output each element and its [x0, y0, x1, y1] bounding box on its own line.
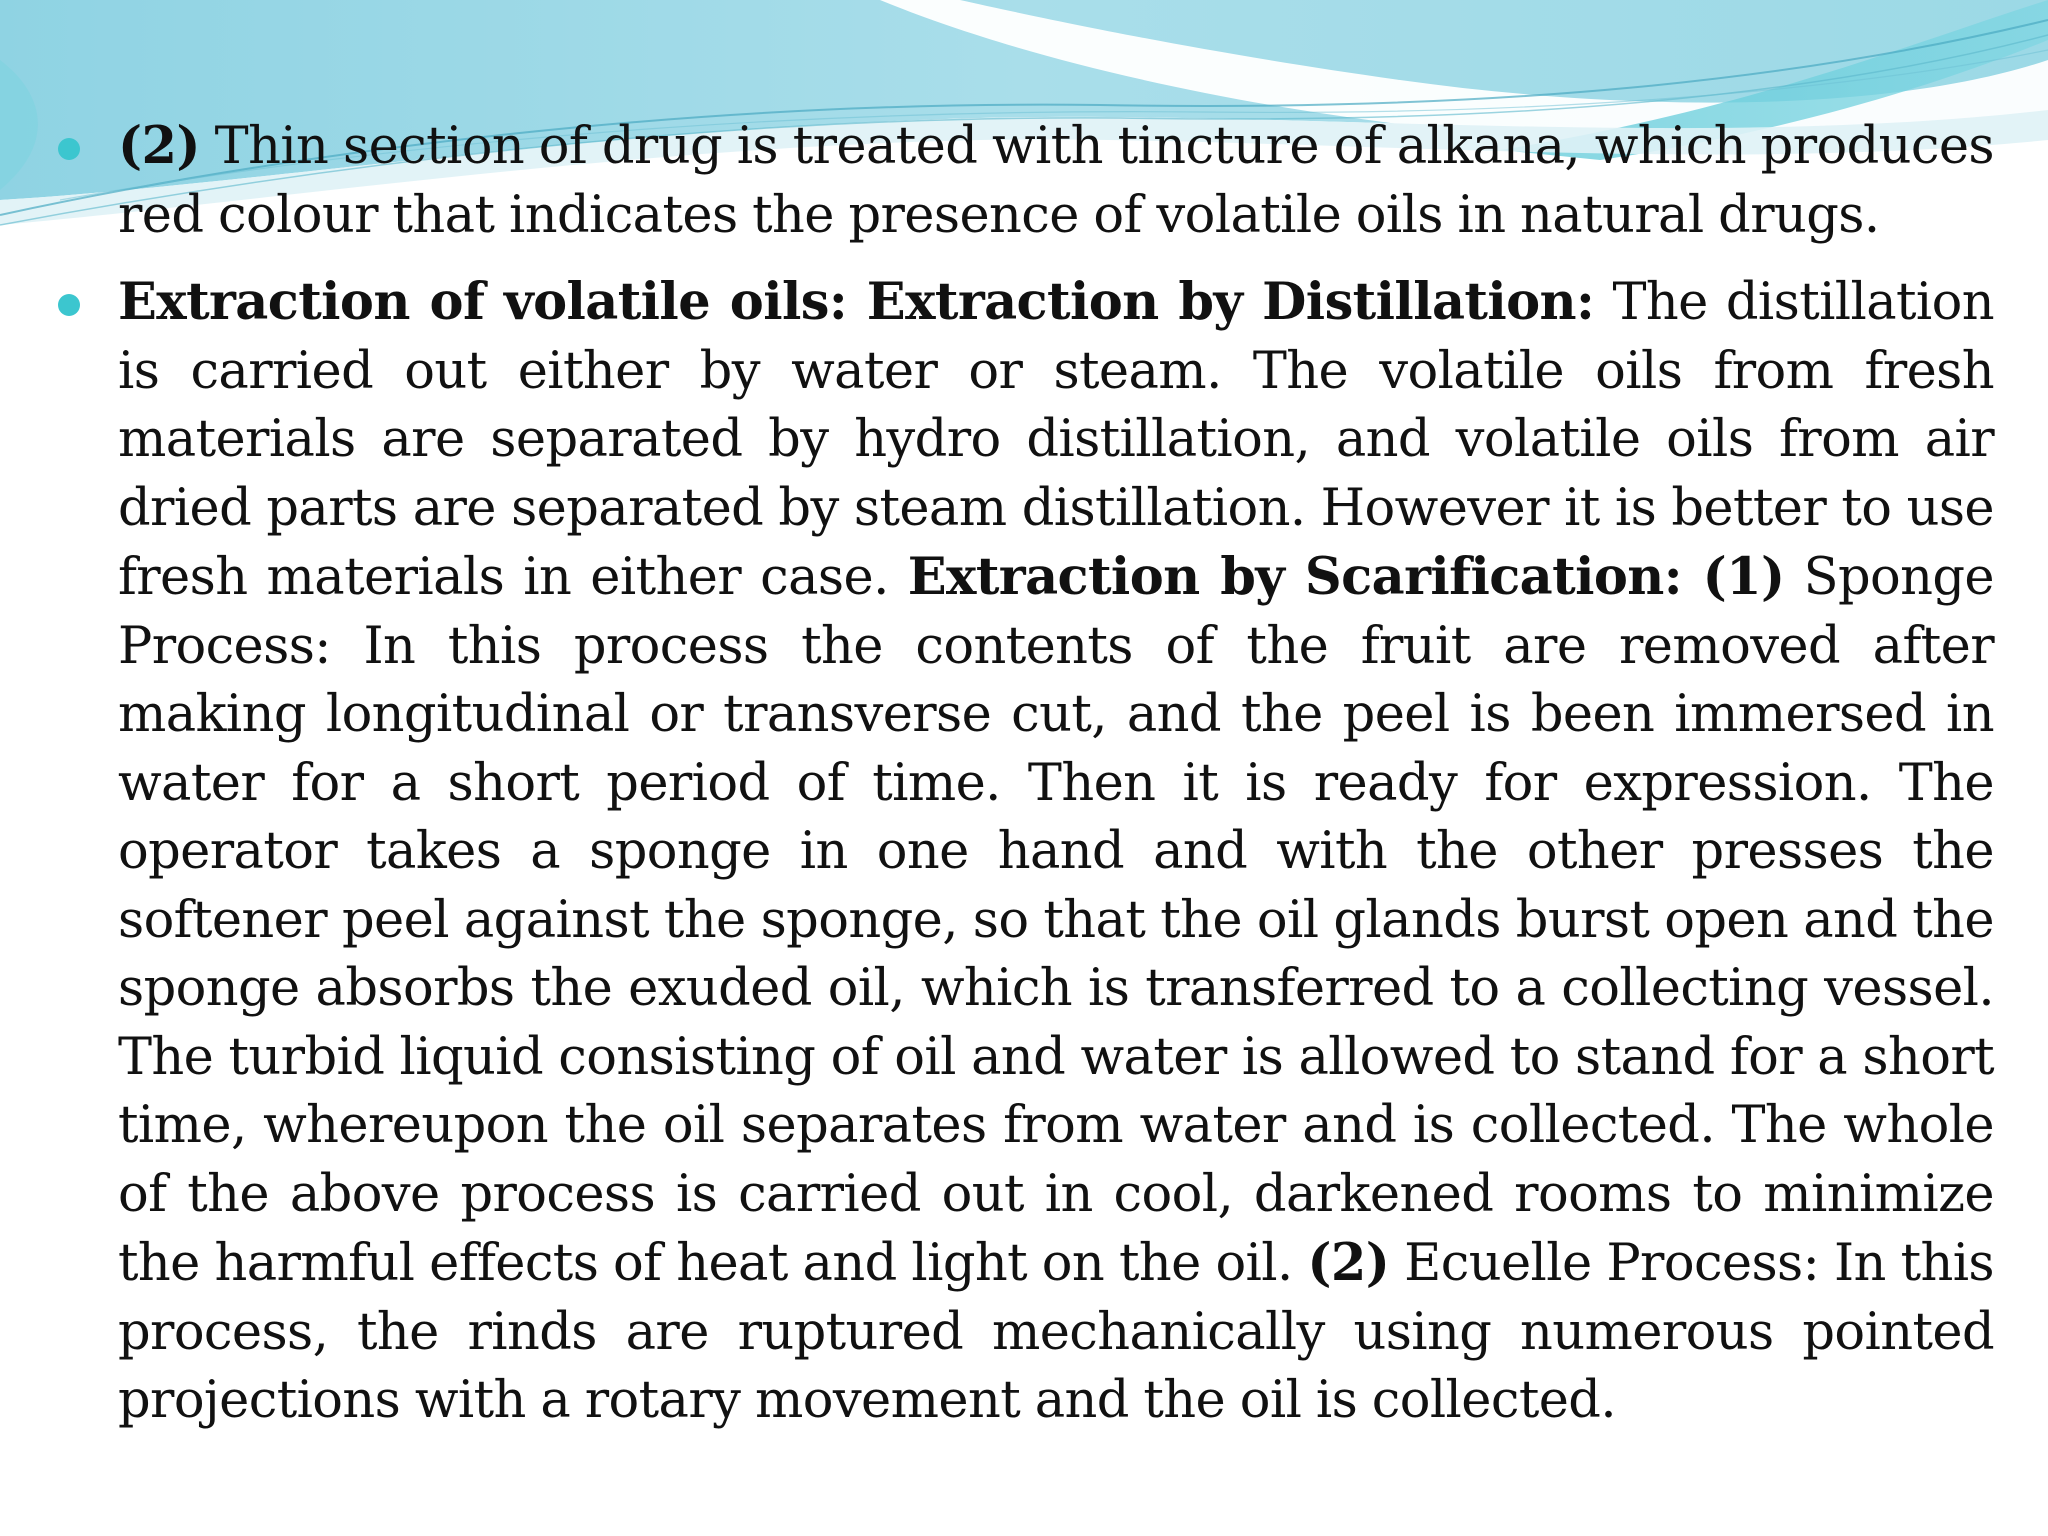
- bullet-text: [118, 268, 1994, 1436]
- bold-run: (2): [1307, 1233, 1390, 1293]
- text-run: Sponge Process: In this process the contents of the fruit are removed after making longitudinal or transverse cut, and the peel is been immersed in water for a short period of time. Then it is ready for expression. The operator takes a sponge in one hand and with the other presses the softener peel against the sponge, so that the oil glands burst open and the sponge absorbs the exuded oil, which is transferred to a collecting vessel. The turbid liquid consisting of oil and water is allowed to stand for a short time, whereupon the oil separates from water and is collected. The whole of the above process is carried out in cool, darkened rooms to minimize the harmful effects of heat and light on the oil.: [118, 548, 1994, 1293]
- bullet-dot-icon: [58, 294, 80, 316]
- bold-run: Extraction of volatile oils: Extraction by Distillation:: [118, 272, 1595, 332]
- bullet-item: [58, 112, 1994, 250]
- text-run: The distillation is carried out either by water or steam. The volatile oils from fresh materials are separated by hydro distillation, and volatile oils from air dried parts are separated by steam distillation. However it is better to use fresh materials in either case.: [118, 273, 1994, 607]
- bold-run: (2): [118, 116, 200, 176]
- text-run: Ecuelle Process: In this process, the rinds are ruptured mechanically using numerous pointed projections with a rotary movement and the oil is collected.: [118, 1234, 1994, 1430]
- text-run: Thin section of drug is treated with tincture of alkana, which produces red colour that indicates the presence of volatile oils in natural drugs.: [118, 117, 1994, 245]
- bullet-item: [58, 268, 1994, 1436]
- bullet-text: [118, 112, 1994, 250]
- bold-run: Extraction by Scarification: (1): [907, 547, 1785, 607]
- bullet-list: [58, 112, 1994, 1454]
- bullet-dot-icon: [58, 138, 80, 160]
